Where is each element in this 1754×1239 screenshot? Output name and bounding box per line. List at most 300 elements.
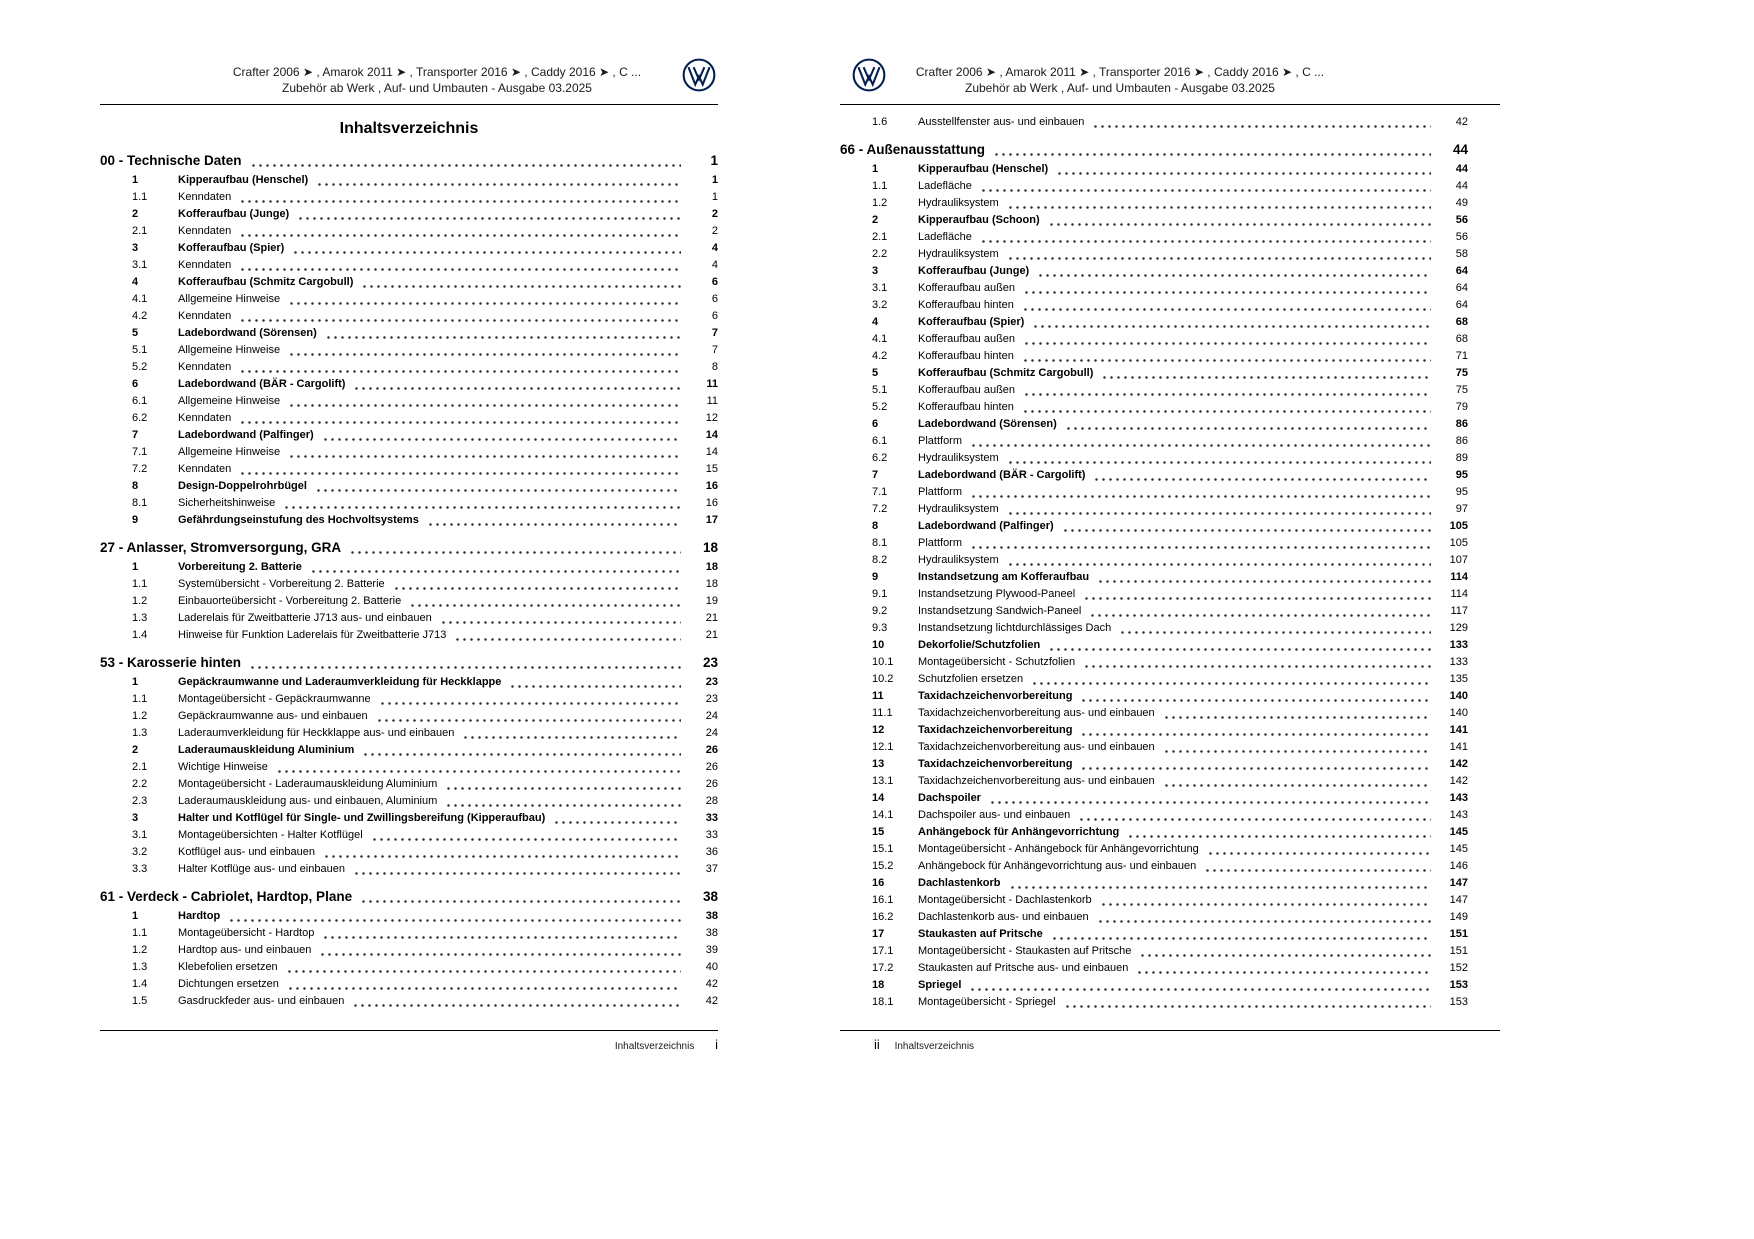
toc-entry-label: Montageübersicht - Hardtop	[178, 927, 315, 939]
toc-row	[100, 861, 718, 878]
leader-dots	[1163, 749, 1431, 753]
toc-entry-label: Montageübersicht - Laderaumauskleidung Aluminium	[178, 778, 438, 790]
toc-entry-label: Ladebordwand (Palfinger)	[918, 520, 1054, 532]
toc-entry-page: 14	[705, 446, 718, 458]
toc-row	[840, 671, 1500, 688]
toc-entry-page: 49	[1455, 197, 1468, 209]
toc-entry-label: Dekorfolie/Schutzfolien	[918, 639, 1041, 651]
toc-row	[840, 331, 1500, 348]
toc-entry-page: 56	[1455, 214, 1468, 226]
leader-dots	[288, 403, 681, 407]
toc-entry-number: 5.2	[132, 361, 148, 373]
toc-entry-label: Hardtop	[178, 910, 221, 922]
leader-dots	[1065, 426, 1431, 430]
leader-dots	[462, 735, 681, 739]
toc-entry-page: 24	[705, 710, 718, 722]
toc-entry-number: 1.2	[872, 197, 888, 209]
toc-entry-number: 17.1	[872, 945, 894, 957]
toc-entry-page: 21	[705, 629, 718, 641]
toc-entry-page: 133	[1449, 639, 1468, 651]
toc-entry-number: 1.1	[132, 191, 148, 203]
toc-row	[840, 501, 1500, 518]
leader-dots	[1204, 868, 1431, 872]
toc-entry-label: Vorbereitung 2. Batterie	[178, 561, 302, 573]
leader-dots	[349, 550, 681, 554]
toc-row	[100, 478, 718, 495]
toc-row	[840, 399, 1500, 416]
leader-dots	[970, 545, 1431, 549]
toc-entry-label: Allgemeine Hinweise	[178, 395, 281, 407]
toc-row	[840, 246, 1500, 263]
toc-entry-page: 33	[705, 829, 718, 841]
toc-entry-page: 23	[705, 676, 718, 688]
toc-entry-label: Montageübersichten - Halter Kotflügel	[178, 829, 363, 841]
toc-entry-page: 37	[705, 863, 718, 875]
toc-entry-label: Halter Kotflüge aus- und einbauen	[178, 863, 345, 875]
toc-row	[100, 691, 718, 708]
toc-entry-label: 27 - Anlasser, Stromversorgung, GRA	[100, 540, 342, 555]
toc-entry-page: 64	[1455, 299, 1468, 311]
toc-row	[840, 858, 1500, 875]
leader-dots	[283, 505, 681, 509]
toc-entry-number: 16.1	[872, 894, 894, 906]
toc-entry-page: 8	[711, 361, 718, 373]
leader-dots	[249, 665, 681, 669]
toc-entry-number: 1.1	[132, 578, 148, 590]
toc-entry-label: 61 - Verdeck - Cabriolet, Hardtop, Plane	[100, 889, 353, 904]
toc-entry-label: Laderaumauskleidung aus- und einbauen, Aluminium	[178, 795, 438, 807]
toc-row	[100, 206, 718, 223]
toc-entry-number: 1.2	[132, 944, 148, 956]
leader-dots	[1064, 1004, 1431, 1008]
toc-title: Inhaltsverzeichnis	[339, 120, 479, 137]
leader-dots	[1062, 528, 1431, 532]
toc-entry-label: Ausstellfenster aus- und einbauen	[918, 116, 1085, 128]
toc-row	[100, 888, 718, 906]
leader-dots	[319, 952, 681, 956]
toc-entry-page: 18	[705, 578, 718, 590]
toc-entry-number: 7.2	[872, 503, 888, 515]
toc-entry-label: Kotflügel aus- und einbauen	[178, 846, 315, 858]
toc-entry-number: 1	[132, 676, 139, 688]
leader-dots	[1119, 630, 1431, 634]
toc-entry-page: 149	[1449, 911, 1468, 923]
toc-entry-page: 105	[1449, 520, 1468, 532]
toc-entry-label: Taxidachzeichenvorbereitung aus- und einbauen	[918, 775, 1155, 787]
toc-entry-label: Hydrauliksystem	[918, 452, 999, 464]
leader-dots	[361, 284, 681, 288]
toc-row	[100, 427, 718, 444]
toc-entry-number: 1.4	[132, 978, 148, 990]
toc-entry-label: Taxidachzeichenvorbereitung aus- und einbauen	[918, 741, 1155, 753]
toc-entry-number: 8.1	[132, 497, 148, 509]
toc-entry-label: Plattform	[918, 486, 963, 498]
leader-dots	[1037, 273, 1431, 277]
toc-entry-label: Kenndaten	[178, 361, 232, 373]
leader-dots	[379, 701, 681, 705]
toc-entry-label: Dachspoiler	[918, 792, 981, 804]
toc-entry-number: 2	[132, 208, 139, 220]
toc-row	[840, 739, 1500, 756]
toc-entry-page: 11	[706, 378, 718, 390]
leader-dots	[1048, 647, 1431, 651]
toc-entry-label: Systemübersicht - Vorbereitung 2. Batterie	[178, 578, 385, 590]
toc-entry-page: 141	[1449, 724, 1468, 736]
leader-dots	[360, 899, 681, 903]
toc-row	[840, 297, 1500, 314]
toc-row	[840, 114, 1500, 131]
toc-row	[840, 314, 1500, 331]
toc-row	[100, 240, 718, 257]
leader-dots	[980, 188, 1431, 192]
toc-row	[840, 467, 1500, 484]
toc-entry-label: Montageübersicht - Staukasten auf Pritsche	[918, 945, 1132, 957]
toc-entry-label: Kenndaten	[178, 310, 232, 322]
leader-dots	[1080, 732, 1431, 736]
toc-entry-label: Allgemeine Hinweise	[178, 293, 281, 305]
leader-dots	[239, 199, 681, 203]
toc-row	[840, 943, 1500, 960]
toc-entry-page: 26	[705, 778, 718, 790]
toc-entry-page: 7	[711, 344, 718, 356]
toc-row	[100, 908, 718, 925]
toc-entry-page: 17	[705, 514, 718, 526]
toc-entry-page: 86	[1455, 435, 1468, 447]
page-left	[100, 0, 718, 1239]
toc-entry-label: Staukasten auf Pritsche	[918, 928, 1043, 940]
toc-entry-number: 1.4	[132, 629, 148, 641]
toc-entry-page: 12	[705, 412, 718, 424]
toc-entry-page: 71	[1455, 350, 1468, 362]
leader-dots	[292, 250, 681, 254]
toc-row	[100, 627, 718, 644]
toc-entry-page: 107	[1449, 554, 1468, 566]
leader-dots	[993, 152, 1431, 156]
toc-row	[100, 274, 718, 291]
leader-dots	[970, 494, 1431, 498]
vw-logo-icon	[852, 58, 886, 97]
leader-dots	[310, 569, 681, 573]
toc-entry-number: 12	[872, 724, 885, 736]
leader-dots	[1097, 579, 1431, 583]
toc-entry-page: 7	[711, 327, 718, 339]
leader-dots	[288, 352, 681, 356]
toc-row	[100, 410, 718, 427]
toc-row	[840, 382, 1500, 399]
toc-entry-number: 10.2	[872, 673, 894, 685]
toc-row	[840, 229, 1500, 246]
toc-row	[840, 586, 1500, 603]
leader-dots	[287, 986, 681, 990]
leader-dots	[1022, 307, 1431, 311]
toc-entry-number: 1.2	[132, 595, 148, 607]
toc-row	[100, 495, 718, 512]
leader-dots	[1100, 902, 1431, 906]
leader-dots	[322, 437, 681, 441]
toc-entry-label: Hydrauliksystem	[918, 554, 999, 566]
toc-entry-label: Taxidachzeichenvorbereitung	[918, 758, 1073, 770]
leader-dots	[1009, 885, 1431, 889]
toc-entry-number: 4	[132, 276, 139, 288]
header-models-line: Crafter 2006 ➤ , Amarok 2011 ➤ , Transporter 2016 ➤ , Caddy 2016 ➤ , C ...	[232, 65, 642, 79]
toc-entry-number: 1	[872, 163, 879, 175]
toc-row	[840, 552, 1500, 569]
toc-entry-label: Hydrauliksystem	[918, 503, 999, 515]
toc-entry-page: 151	[1449, 928, 1468, 940]
toc-row	[840, 977, 1500, 994]
toc-entry-page: 2	[711, 225, 718, 237]
toc-entry-number: 2.1	[872, 231, 888, 243]
leader-dots	[1007, 256, 1431, 260]
leader-dots	[1097, 919, 1431, 923]
page-right	[840, 0, 1500, 1239]
toc-row	[100, 810, 718, 827]
toc-entry-number: 7.2	[132, 463, 148, 475]
toc-entry-label: Taxidachzeichenvorbereitung	[918, 724, 1073, 736]
toc-entry-number: 11	[872, 690, 884, 702]
leader-dots	[509, 684, 681, 688]
toc-row	[100, 844, 718, 861]
toc-entry-number: 7	[132, 429, 139, 441]
leader-dots	[322, 935, 681, 939]
footer-page-number: i	[715, 1037, 718, 1052]
toc-entry-page: 145	[1449, 843, 1468, 855]
toc-entry-label: 53 - Karosserie hinten	[100, 655, 242, 670]
leader-dots	[1207, 851, 1431, 855]
toc-row	[100, 654, 718, 672]
toc-entry-number: 10	[872, 639, 885, 651]
header-subtitle-line: Zubehör ab Werk , Auf- und Umbauten - Ausgabe 03.2025	[965, 81, 1275, 95]
toc-entry-page: 75	[1455, 384, 1468, 396]
toc-row	[100, 376, 718, 393]
toc-entry-number: 1.2	[132, 710, 148, 722]
header-text	[840, 64, 1500, 96]
toc-entry-page: 56	[1455, 231, 1468, 243]
toc-entry-page: 38	[705, 927, 718, 939]
toc-entry-page: 89	[1455, 452, 1468, 464]
toc-entry-page: 21	[705, 612, 718, 624]
toc-entry-label: Spriegel	[918, 979, 962, 991]
toc-entry-number: 1	[132, 910, 139, 922]
leader-dots	[239, 318, 681, 322]
leader-dots	[239, 369, 681, 373]
toc-row	[840, 484, 1500, 501]
toc-entry-page: 23	[705, 693, 718, 705]
toc-entry-number: 18	[872, 979, 885, 991]
toc-row	[840, 773, 1500, 790]
toc-entry-number: 1.3	[132, 612, 148, 624]
toc-entry-page: 95	[1455, 486, 1468, 498]
toc-row	[840, 875, 1500, 892]
toc-entry-number: 1	[132, 561, 139, 573]
leader-dots	[445, 803, 681, 807]
toc-entry-label: Kofferaufbau (Schmitz Cargobull)	[918, 367, 1094, 379]
toc-entry-label: Kofferaufbau (Schmitz Cargobull)	[178, 276, 354, 288]
toc-entry-label: Montageübersicht - Spriegel	[918, 996, 1056, 1008]
toc-entry-page: 18	[702, 540, 718, 555]
leader-dots	[1080, 698, 1431, 702]
toc-entry-page: 151	[1449, 945, 1468, 957]
header-models-line: Crafter 2006 ➤ , Amarok 2011 ➤ , Transporter 2016 ➤ , Caddy 2016 ➤ , C ...	[915, 65, 1325, 79]
toc-entry-label: Einbauorteübersicht - Vorbereitung 2. Batterie	[178, 595, 402, 607]
toc-entry-label: Allgemeine Hinweise	[178, 344, 281, 356]
toc-entry-page: 4	[711, 242, 718, 254]
leader-dots	[376, 718, 681, 722]
toc-entry-page: 68	[1455, 316, 1468, 328]
leader-dots	[1007, 205, 1431, 209]
toc-row	[100, 512, 718, 529]
toc-entry-number: 15.2	[872, 860, 894, 872]
footer-page-number: ii	[874, 1037, 880, 1052]
leader-dots	[969, 987, 1431, 991]
toc-entry-label: Instandsetzung Sandwich-Paneel	[918, 605, 1082, 617]
toc-entry-label: Dichtungen ersetzen	[178, 978, 279, 990]
toc-entry-number: 13.1	[872, 775, 894, 787]
toc-entry-label: Gasdruckfeder aus- und einbauen	[178, 995, 345, 1007]
toc-entry-page: 114	[1450, 571, 1468, 583]
footer-label: Inhaltsverzeichnis	[614, 1041, 695, 1052]
toc-entry-number: 1.5	[132, 995, 148, 1007]
toc-entry-label: Dachspoiler aus- und einbauen	[918, 809, 1071, 821]
toc-entry-page: 44	[1455, 163, 1468, 175]
leader-dots	[371, 837, 681, 841]
toc-entry-page: 11	[706, 395, 718, 407]
toc-entry-number: 17.2	[872, 962, 894, 974]
toc-entry-page: 147	[1449, 894, 1468, 906]
toc-entry-number: 4.2	[872, 350, 888, 362]
toc-entry-number: 3.3	[132, 863, 148, 875]
toc-entry-number: 10.1	[872, 656, 894, 668]
toc-entry-number: 2.2	[872, 248, 888, 260]
toc-entry-page: 4	[711, 259, 718, 271]
toc-entry-page: 64	[1455, 265, 1468, 277]
toc-row	[100, 593, 718, 610]
toc-entry-page: 143	[1449, 809, 1468, 821]
toc-entry-label: Montageübersicht - Anhängebock für Anhängevorrichtung	[918, 843, 1199, 855]
toc-entry-page: 42	[1455, 116, 1468, 128]
toc-entry-number: 1	[132, 174, 139, 186]
leader-dots	[409, 603, 681, 607]
toc-entry-label: Allgemeine Hinweise	[178, 446, 281, 458]
leader-dots	[1032, 324, 1431, 328]
footer-label: Inhaltsverzeichnis	[894, 1041, 975, 1052]
toc-row	[100, 308, 718, 325]
toc-row	[840, 994, 1500, 1011]
toc-entry-number: 5	[132, 327, 139, 339]
leader-dots	[1078, 817, 1431, 821]
leader-dots	[353, 871, 681, 875]
toc-entry-number: 13	[872, 758, 885, 770]
leader-dots	[427, 522, 681, 526]
toc-entry-page: 153	[1449, 979, 1468, 991]
toc-entry-page: 16	[705, 497, 718, 509]
toc-entry-label: Kipperaufbau (Henschel)	[918, 163, 1049, 175]
toc-entry-label: Plattform	[918, 435, 963, 447]
leader-dots	[989, 800, 1431, 804]
toc-entry-number: 3	[132, 812, 139, 824]
toc-row	[840, 960, 1500, 977]
leader-dots	[1007, 460, 1431, 464]
toc-entry-number: 6.1	[132, 395, 148, 407]
leader-dots	[553, 820, 681, 824]
toc-entry-page: 153	[1449, 996, 1468, 1008]
toc-entry-page: 6	[711, 310, 718, 322]
header-text	[100, 64, 718, 96]
leader-dots	[316, 182, 681, 186]
toc-entry-page: 1	[710, 153, 718, 168]
toc-row	[100, 776, 718, 793]
toc-entry-page: 95	[1455, 469, 1468, 481]
toc-entry-number: 3.2	[872, 299, 888, 311]
toc-row	[100, 342, 718, 359]
toc-row	[840, 756, 1500, 773]
toc-entry-page: 42	[705, 978, 718, 990]
toc-entry-page: 142	[1449, 775, 1468, 787]
toc-entry-number: 7.1	[872, 486, 888, 498]
toc-row	[100, 725, 718, 742]
leader-dots	[1083, 664, 1431, 668]
leader-dots	[297, 216, 681, 220]
toc-entry-page: 117	[1450, 605, 1468, 617]
toc-row	[100, 172, 718, 189]
toc-entry-number: 9.3	[872, 622, 888, 634]
toc-row	[100, 189, 718, 206]
toc-entry-number: 6	[872, 418, 879, 430]
toc-entry-label: Instandsetzung lichtdurchlässiges Dach	[918, 622, 1112, 634]
leader-dots	[1163, 715, 1431, 719]
toc-entry-label: Kofferaufbau (Spier)	[178, 242, 285, 254]
toc-entry-number: 16.2	[872, 911, 894, 923]
toc-entry-label: Anhängebock für Anhängevorrichtung aus- und einbauen	[918, 860, 1197, 872]
toc-row	[840, 365, 1500, 382]
toc-entry-number: 2.3	[132, 795, 148, 807]
toc-entry-label: Klebefolien ersetzen	[178, 961, 278, 973]
toc-entry-page: 36	[705, 846, 718, 858]
leader-dots	[1022, 409, 1431, 413]
leader-dots	[288, 301, 681, 305]
toc-row	[100, 942, 718, 959]
leader-dots	[1023, 341, 1431, 345]
leader-dots	[1007, 562, 1431, 566]
toc-entry-number: 4.2	[132, 310, 148, 322]
toc-entry-number: 4.1	[132, 293, 148, 305]
page-footer-left	[100, 1030, 718, 1052]
toc-entry-label: Gepäckraumwanne aus- und einbauen	[178, 710, 368, 722]
toc-row	[840, 212, 1500, 229]
toc-entry-page: 19	[705, 595, 718, 607]
toc-row	[840, 909, 1500, 926]
toc-row	[840, 569, 1500, 586]
toc-entry-label: Kofferaufbau außen	[918, 282, 1016, 294]
toc-entry-page: 147	[1449, 877, 1468, 889]
leader-dots	[239, 233, 681, 237]
toc-row	[840, 433, 1500, 450]
toc-entry-label: Schutzfolien ersetzen	[918, 673, 1024, 685]
toc-entry-label: Taxidachzeichenvorbereitung aus- und einbauen	[918, 707, 1155, 719]
toc-entry-number: 16	[872, 877, 885, 889]
toc-row	[100, 742, 718, 759]
toc-entry-number: 8	[872, 520, 879, 532]
toc-entry-page: 42	[705, 995, 718, 1007]
toc-entry-number: 9	[872, 571, 879, 583]
toc-row	[840, 195, 1500, 212]
toc-row	[100, 759, 718, 776]
toc-entry-page: 105	[1449, 537, 1468, 549]
leader-dots	[1139, 953, 1431, 957]
toc-row	[100, 291, 718, 308]
toc-entry-number: 15	[872, 826, 885, 838]
toc-entry-number: 5.2	[872, 401, 888, 413]
